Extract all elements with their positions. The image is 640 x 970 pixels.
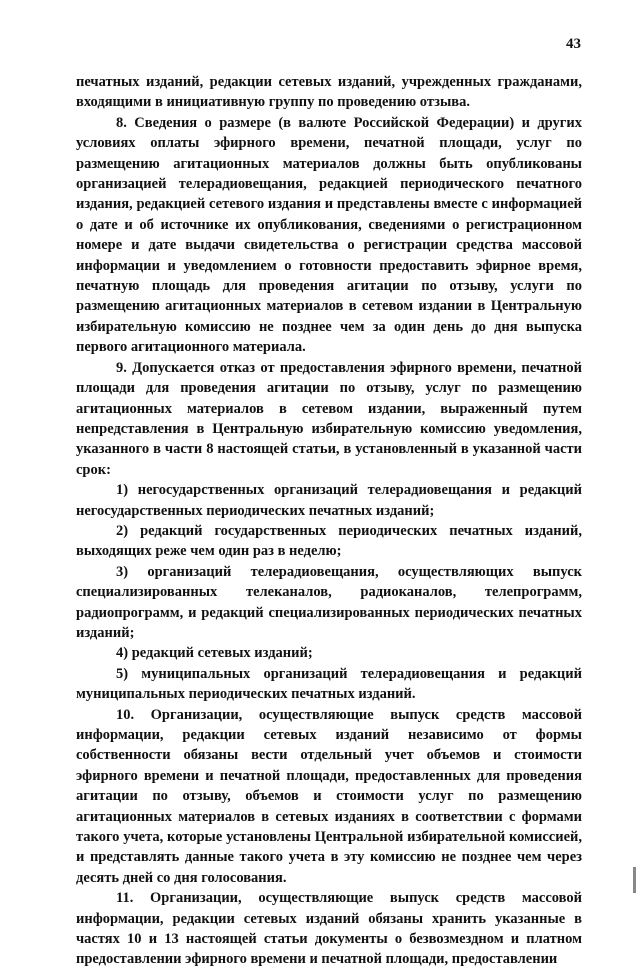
paragraph-10: 10. Организации, осуществляющие выпуск средств массовой информации, редакции сетевых изданий независимо от формы собственности обязаны вести отдельный учет объемов и стоимости эфирного времени и печатной площади, предоставленных для проведения агитации по отзыву, объемов и стоимости услуг по размещению агитационных материалов в сетевых изданиях в соответствии с формами такого учета, которые установлены Центральной избирательной комиссией, и представлять данные такого учета в эту комиссию не позднее чем через десять дней со дня голосования.: [76, 706, 582, 886]
page-number: 43: [566, 36, 581, 52]
list-item-1: 1) негосударственных организаций телерадиовещания и редакций негосударственных периодических печатных изданий;: [76, 482, 582, 519]
list-item-2: 2) редакций государственных периодических печатных изданий, выходящих реже чем один раз в неделю;: [76, 522, 582, 560]
scan-edge-mark: [633, 867, 636, 893]
paragraph-continuation: печатных изданий, редакции сетевых изданий, учрежденных гражданами, входящими в инициативную группу по проведению отзыва.: [76, 74, 582, 111]
paragraph-8: 8. Сведения о размере (в валюте Российской Федерации) и других условиях оплаты эфирного времени, печатной площади, услуг по размещению агитационных материалов должны быть опубликованы организацией телерадиовещания, редакцией периодического печатного издания, редакцией сетевого издания и представлены вместе с информацией о дате и об источнике их опубликования, сведениями о регистрационном номере и дате выдачи свидетельства о регистрации средства массовой информации и уведомлением о готовности предоставить эфирное время, печатную площадь для проведения агитации по отзыву, услуги по размещению агитационных материалов в сетевом издании в Центральную избирательную комиссию не позднее чем за один день до дня выпуска первого агитационного материала.: [76, 114, 582, 356]
document-body: [76, 72, 582, 970]
list-item-5: 5) муниципальных организаций телерадиовещания и редакций муниципальных периодических печатных изданий.: [76, 665, 582, 703]
paragraph-9: 9. Допускается отказ от предоставления эфирного времени, печатной площади для проведения агитации по отзыву, услуг по размещению агитационных материалов в сетевом издании, выраженный путем непредставления в Центральную избирательную комиссию уведомления, указанного в части 8 настоящей статьи, в установленный в указанной части срок:: [76, 359, 582, 478]
list-item-3: 3) организаций телерадиовещания, осуществляющих выпуск специализированных телеканалов, радиоканалов, телепрограмм, радиопрограмм, и редакций специализированных периодических печатных изданий;: [76, 563, 582, 641]
list-item-4: 4) редакций сетевых изданий;: [116, 645, 313, 662]
paragraph-11: 11. Организации, осуществляющие выпуск средств массовой информации, редакции сетевых изданий обязаны хранить указанные в частях 10 и 13 настоящей статьи документы о безвозмездном и платном предоставлении эфирного времени и печатной площади, предоставлении: [76, 890, 582, 968]
